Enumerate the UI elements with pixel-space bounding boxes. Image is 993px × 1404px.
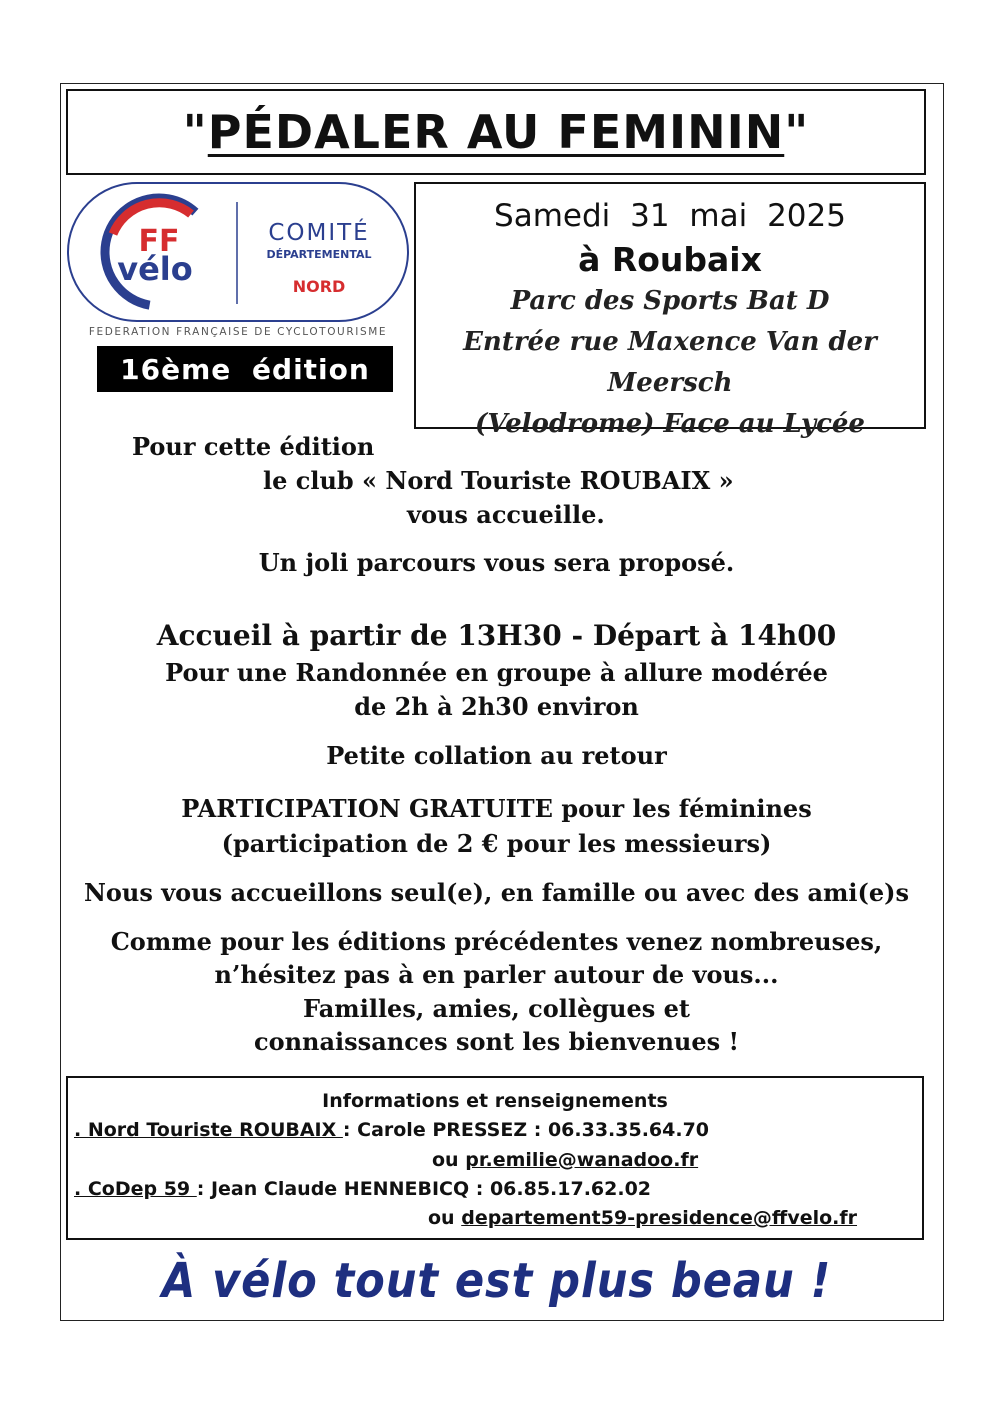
accueillons-text: Nous vous accueillons seul(e), en famille ou avec des ami(e)s (83, 878, 910, 907)
edition-badge: 16ème édition (97, 346, 393, 392)
logo-departemental: DÉPARTEMENTAL (266, 248, 372, 261)
participation-text: PARTICIPATION GRATUITE pour les féminines (181, 794, 812, 823)
ffvelo-logo (67, 182, 409, 322)
participation-note: (participation de 2 € pour les messieurs) (221, 829, 772, 858)
invitation-line: connaissances sont les bienvenues ! (253, 1027, 740, 1056)
invitation-line: Familles, amies, collègues et (303, 994, 690, 1023)
intro-line: Pour cette édition (132, 432, 375, 461)
info-email-row: ou departement59-presidence@ffvelo.fr (428, 1207, 858, 1229)
club-label: . Nord Touriste ROUBAIX (74, 1119, 343, 1141)
logo-velo: vélo (117, 250, 193, 288)
event-box (414, 182, 926, 439)
info-club-row: . Nord Touriste ROUBAIX : Carole PRESSEZ : 06.33.35.64.70 (74, 1119, 710, 1141)
accueil-text: Accueil à partir de 13H30 - Départ à 14h00 (156, 619, 837, 652)
info-box (66, 1076, 924, 1240)
logo-caption: FEDERATION FRANÇAISE DE CYCLOTOURISME (88, 326, 388, 338)
intro-line: le club « Nord Touriste ROUBAIX » (263, 466, 734, 495)
rando-text: Pour une Randonnée en groupe à allure modérée (165, 658, 828, 687)
codep-label: . CoDep 59 (74, 1178, 197, 1200)
page-title: "PÉDALER AU FEMININ" (182, 105, 810, 159)
intro-line: vous accueille. (407, 500, 605, 529)
email-link[interactable]: departement59-presidence@ffvelo.fr (461, 1207, 858, 1229)
slogan: À vélo tout est plus beau ! (161, 1253, 832, 1309)
event-address-line: Entrée rue Maxence Van der Meersch (463, 327, 877, 398)
event-address-line: Parc des Sports Bat D (510, 286, 830, 316)
event-date: Samedi 31 mai 2025 (494, 198, 846, 234)
event-city: à Roubaix (578, 240, 762, 279)
collation-text: Petite collation au retour (326, 741, 667, 770)
info-email-row: ou pr.emilie@wanadoo.fr (432, 1149, 699, 1171)
invitation-line: n’hésitez pas à en parler autour de vous... (214, 960, 779, 989)
info-heading: Informations et renseignements (322, 1090, 668, 1112)
invitation-line: Comme pour les éditions précédentes venez nombreuses, (110, 927, 883, 956)
logo-ff: FF (138, 224, 180, 259)
email-link[interactable]: pr.emilie@wanadoo.fr (465, 1149, 699, 1171)
duree-text: de 2h à 2h30 environ (354, 692, 639, 721)
title-box (66, 89, 926, 175)
info-codep-row: . CoDep 59 : Jean Claude HENNEBICQ : 06.85.17.62.02 (74, 1178, 652, 1200)
event-address-line: (Velodrome) Face au Lycée (475, 409, 865, 439)
parcours-text: Un joli parcours vous sera proposé. (258, 548, 735, 577)
logo-comite: COMITÉ (268, 220, 370, 246)
logo-nord: NORD (292, 277, 346, 296)
